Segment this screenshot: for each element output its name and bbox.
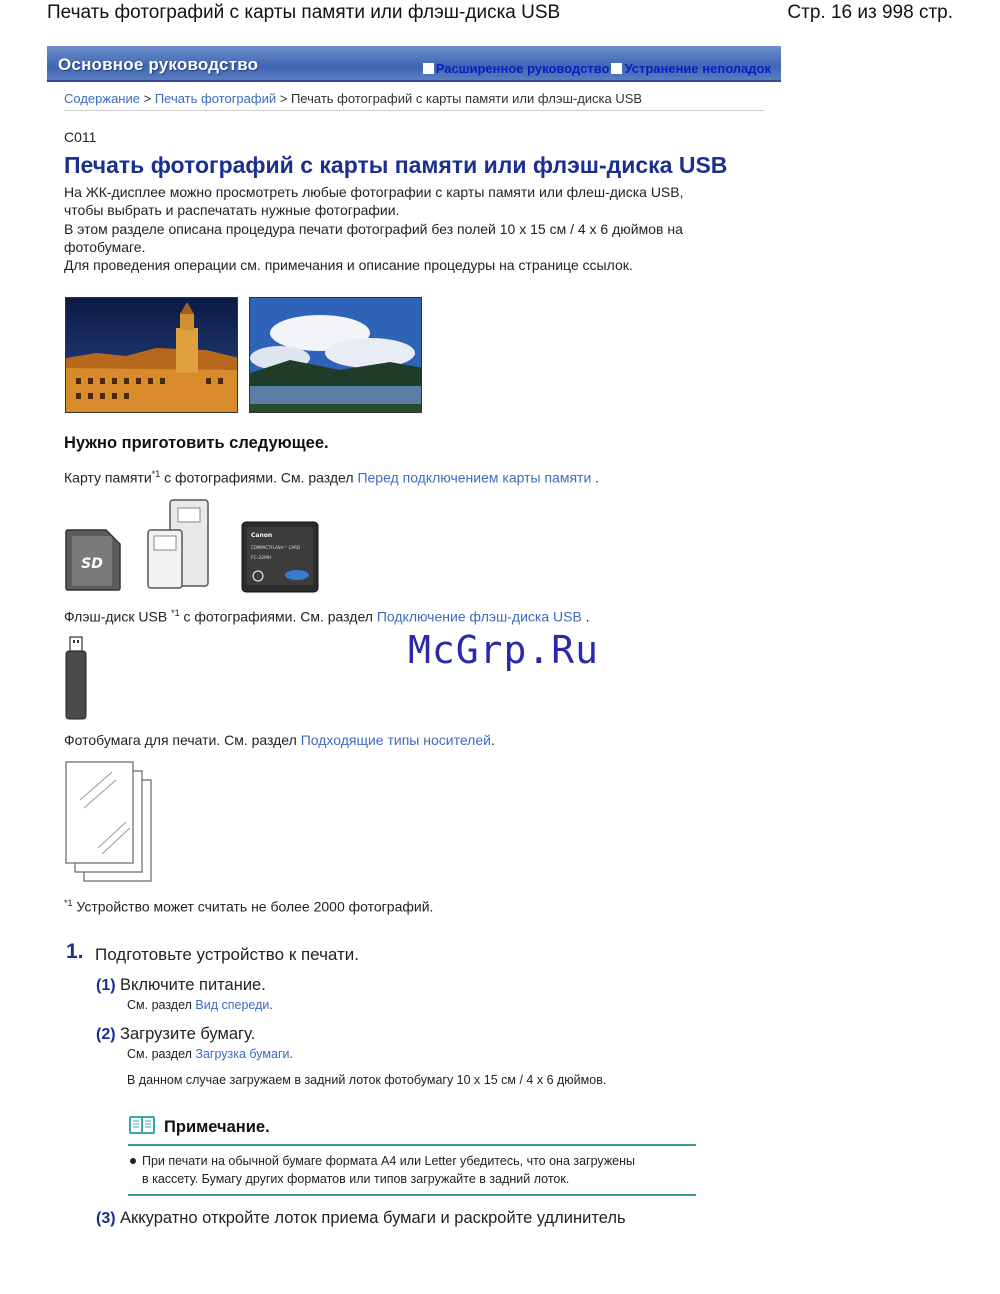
sd-logo: SD: [81, 556, 103, 572]
footnote-text: Устройство может считать не более 2000 фотографий.: [72, 898, 434, 915]
intro-line: чтобы выбрать и распечатать нужные фотографии.: [64, 202, 400, 219]
usb-flash-tail: .: [581, 608, 590, 625]
load-paper-link[interactable]: Загрузка бумаги: [195, 1047, 290, 1061]
page-title: Печать фотографий с карты памяти или флэш-диска USB: [64, 152, 728, 178]
watermark: McGrp.Ru: [408, 628, 600, 672]
sd-card-icon: [64, 528, 122, 597]
footnote: [64, 898, 433, 915]
memory-card-text: Карту памяти: [64, 469, 152, 486]
landscape-photo: [249, 297, 422, 413]
page-counter: Стр. 16 из 998 стр.: [787, 2, 953, 23]
substep-text: Загрузите бумагу.: [120, 1025, 256, 1043]
compactflash-card-icon: [241, 521, 319, 598]
footnote-ref: *1: [151, 469, 161, 479]
breadcrumb-current: Печать фотографий с карты памяти или флэш-диска USB: [290, 91, 643, 106]
square-icon: [611, 63, 622, 74]
memory-card-link[interactable]: Перед подключением карты памяти: [357, 469, 592, 486]
banner-links: [423, 61, 771, 76]
banner-title: Основное руководство: [58, 55, 259, 74]
breadcrumb-photo-print-link[interactable]: Печать фотографий: [154, 91, 277, 106]
substep-1-ref: [127, 998, 273, 1012]
ref-text: См. раздел: [127, 1047, 196, 1061]
intro-line: В этом разделе описана процедура печати фотографий без полей 10 x 15 см / 4 x 6 дюймов на: [64, 220, 683, 237]
footnote-ref: *1: [171, 608, 180, 618]
bullet-icon: [130, 1158, 136, 1164]
photo-paper-line: [64, 732, 495, 748]
square-icon: [423, 63, 434, 74]
ref-text: См. раздел: [127, 998, 196, 1012]
castle-photo: [65, 297, 238, 413]
substep-number: (3): [96, 1210, 116, 1227]
guide-banner: [47, 46, 781, 82]
footnote-mark: *1: [64, 898, 73, 908]
intro-paragraph: [64, 183, 744, 274]
substep-text: Аккуратно откройте лоток приема бумаги и раскройте удлинитель: [120, 1209, 626, 1227]
substep-2-detail: В данном случае загружаем в задний лоток фотобумагу 10 x 15 см / 4 x 6 дюймов.: [127, 1073, 607, 1087]
card-brand: Canon: [251, 532, 273, 539]
usb-flash-link[interactable]: Подключение флэш-диска USB: [376, 608, 582, 625]
usb-flash-line: [64, 608, 590, 625]
breadcrumb-contents-link[interactable]: Содержание: [64, 91, 140, 106]
breadcrumb-separator: >: [139, 91, 155, 106]
note-line: в кассету. Бумагу других форматов или типов загружайте в задний лоток.: [142, 1172, 570, 1186]
substep-3: [96, 1209, 626, 1228]
photo-paper-tail: .: [490, 732, 495, 748]
photo-paper-stack-icon: [64, 760, 154, 889]
memory-card-tail: .: [591, 469, 600, 486]
photo-paper-link[interactable]: Подходящие типы носителей: [300, 732, 491, 748]
note-line: При печати на обычной бумаге формата A4 или Letter убедитесь, что она загружены: [142, 1154, 636, 1168]
advanced-guide-link[interactable]: Расширенное руководство: [435, 61, 610, 76]
intro-line: На ЖК-дисплее можно просмотреть любые фотографии с карты памяти или флеш-диска USB,: [64, 184, 684, 200]
breadcrumb: [64, 91, 764, 111]
step-number: 1.: [66, 940, 84, 963]
intro-line: Для проведения операции см. примечания и описание процедуры на странице ссылок.: [64, 257, 633, 274]
substep-2: [96, 1025, 255, 1044]
usb-flash-drive-icon: [64, 636, 90, 727]
note-body: [128, 1146, 696, 1196]
breadcrumb-separator: >: [276, 91, 291, 106]
card-type: COMPACTFLASH™ CARD: [251, 545, 301, 550]
substep-text: Включите питание.: [120, 976, 266, 994]
note-heading: Примечание.: [164, 1118, 270, 1136]
substep-number: (1): [96, 977, 116, 994]
section-code: C011: [64, 129, 97, 145]
note-box: [128, 1114, 696, 1196]
book-icon: [128, 1114, 156, 1141]
memory-card-line: [64, 469, 599, 486]
step-text: Подготовьте устройство к печати.: [95, 945, 360, 964]
ref-tail: .: [289, 1047, 293, 1061]
ref-tail: .: [269, 998, 273, 1012]
substep-1: [96, 976, 266, 995]
substep-number: (2): [96, 1026, 116, 1043]
memory-card-text: с фотографиями. См. раздел: [160, 469, 358, 486]
front-view-link[interactable]: Вид спереди: [195, 998, 270, 1012]
document-title-header: Печать фотографий с карты памяти или флэш-диска USB: [47, 2, 561, 23]
usb-flash-text: Флэш-диск USB: [64, 608, 172, 625]
prepare-heading: Нужно приготовить следующее.: [64, 434, 329, 452]
substep-2-ref: [127, 1047, 293, 1061]
intro-line: фотобумаге.: [64, 238, 146, 255]
usb-flash-text: с фотографиями. См. раздел: [179, 608, 377, 625]
mini-sd-cards-icon: [146, 498, 212, 597]
troubleshooting-link[interactable]: Устранение неполадок: [624, 61, 771, 76]
photo-paper-text: Фотобумага для печати. См. раздел: [64, 732, 301, 748]
card-model: FC-32MH: [251, 556, 272, 561]
